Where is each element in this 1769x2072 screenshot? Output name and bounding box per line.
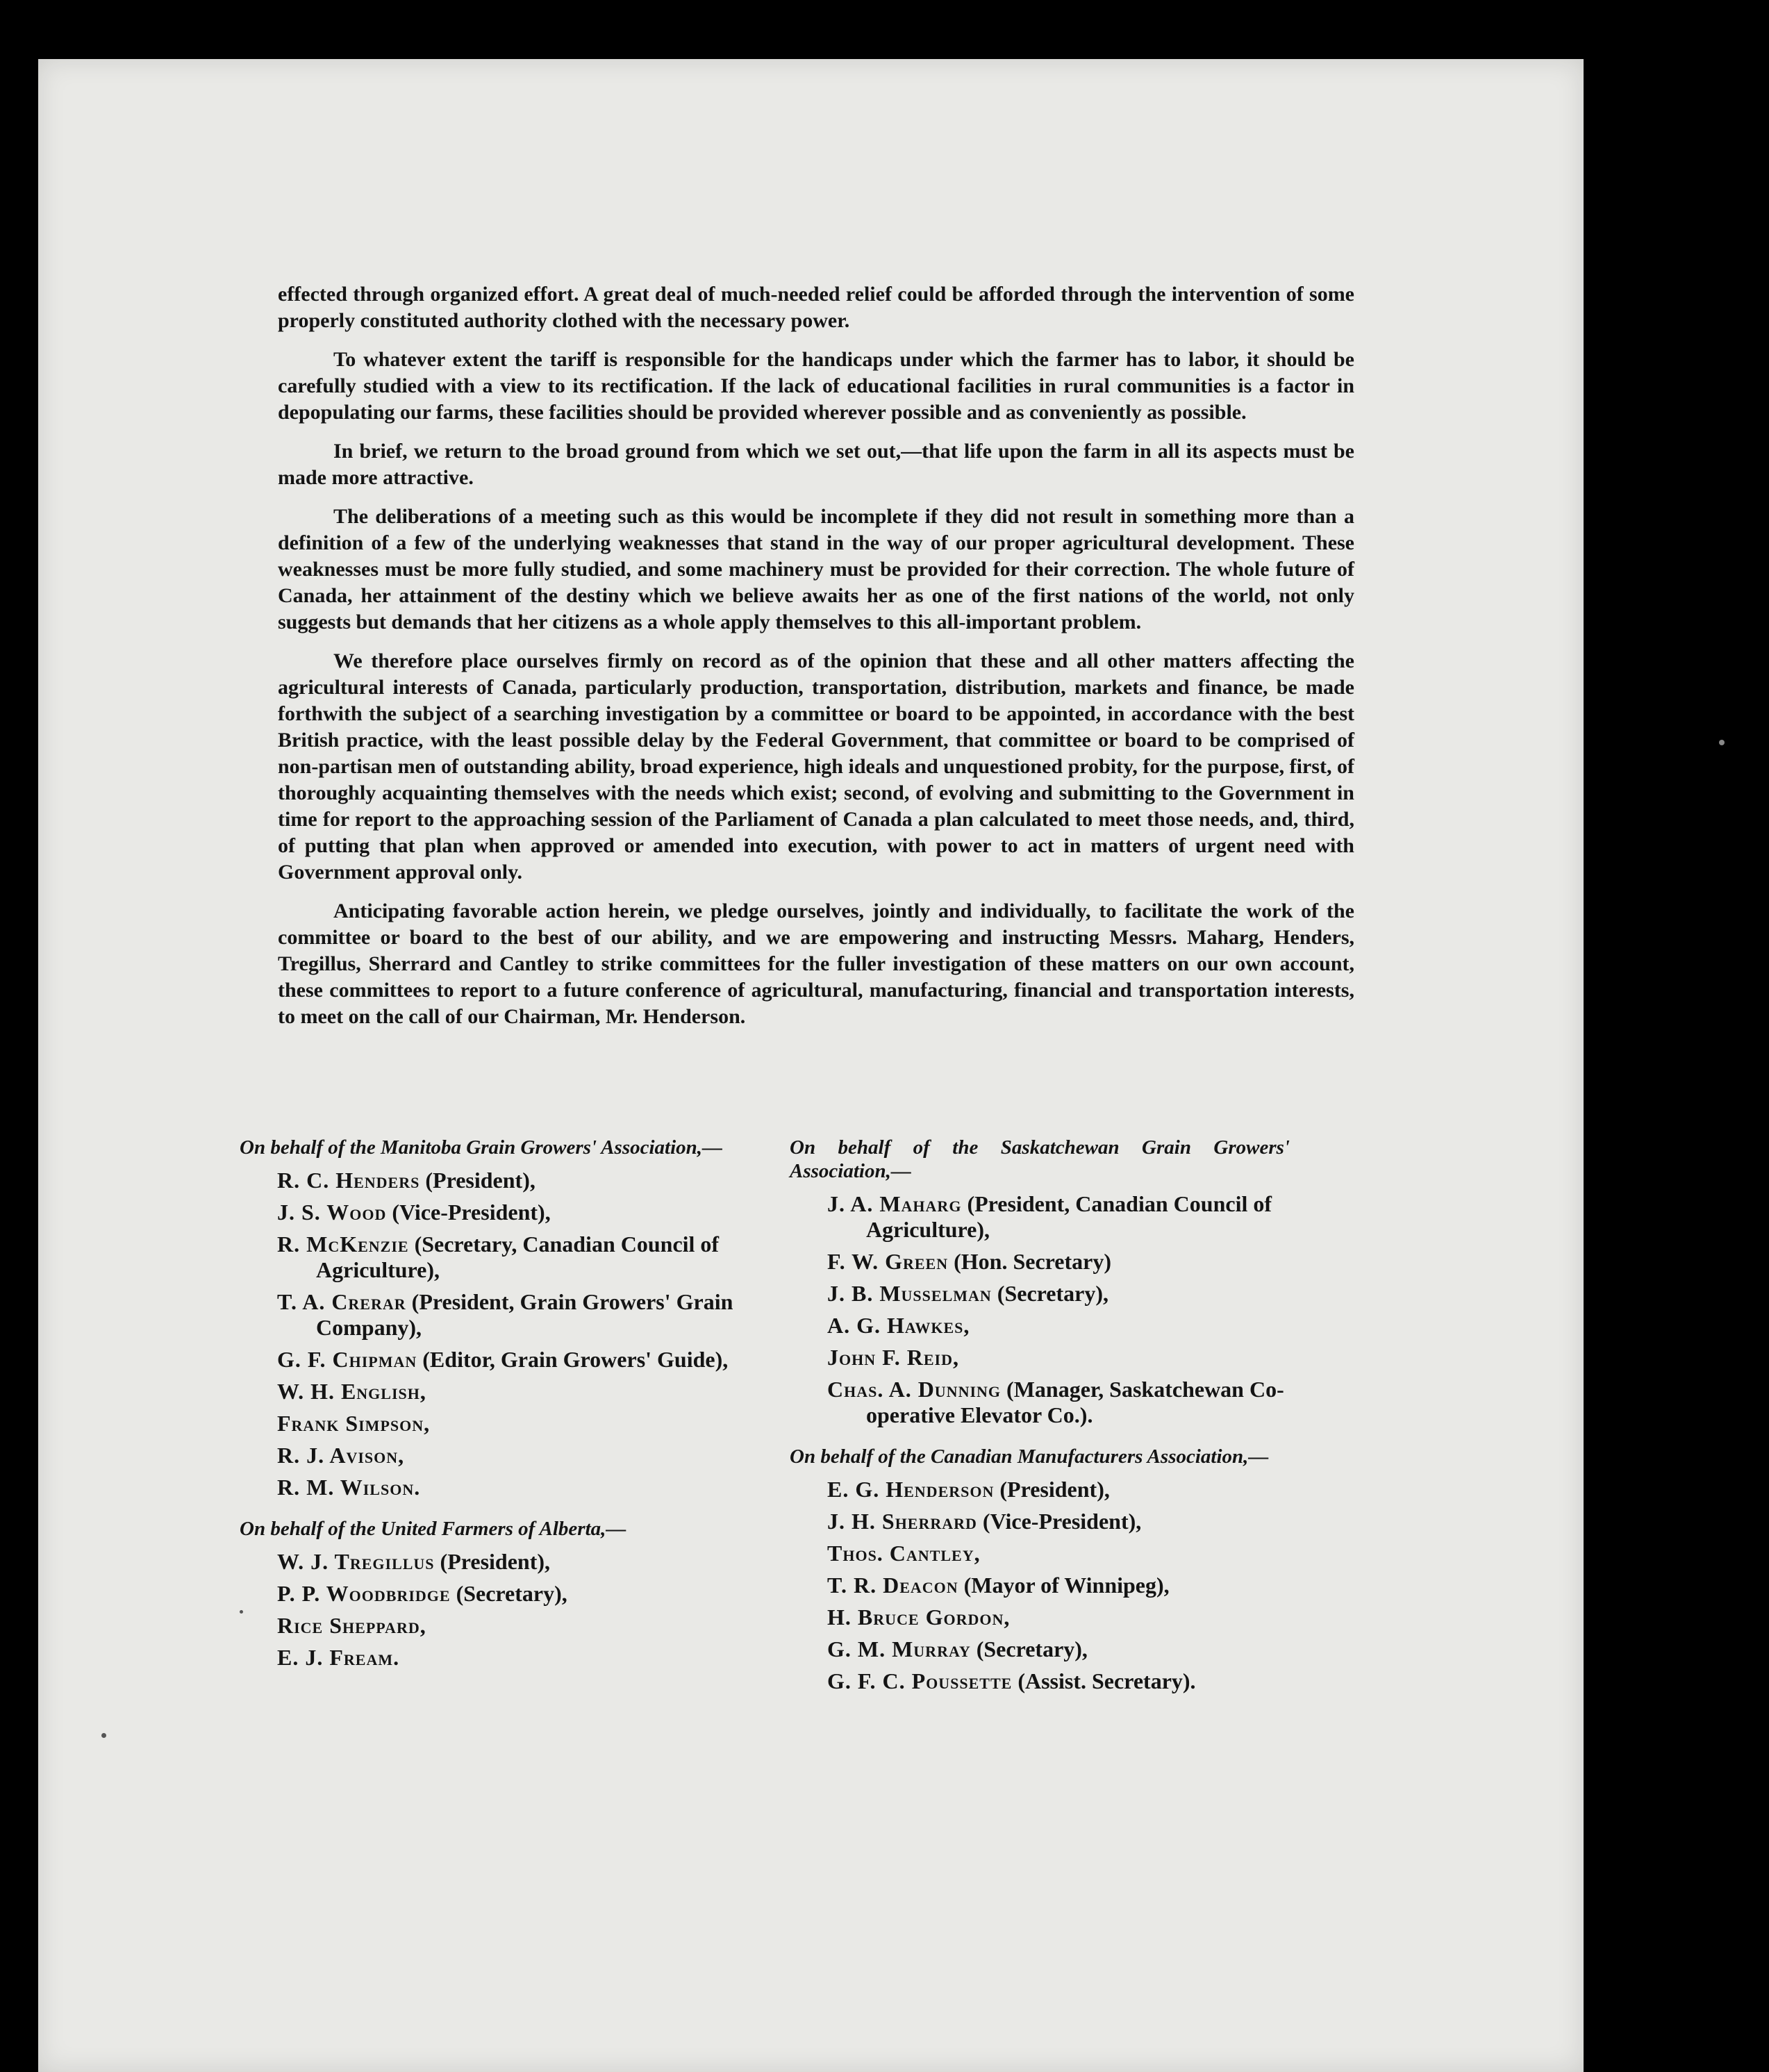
signatory (240, 1232, 740, 1283)
signatory (790, 1345, 1290, 1370)
signatory-name: P. P. Woodbridge (277, 1581, 451, 1606)
signatory-role: (Assist. Secretary). (1018, 1668, 1196, 1693)
signatory-name: Chas. A. Dunning (827, 1377, 1002, 1402)
signatory-role: (Hon. Secretary) (954, 1249, 1111, 1274)
signatory-name: G. M. Murray (827, 1636, 971, 1661)
signatory (240, 1168, 740, 1193)
body-text (278, 281, 1354, 1043)
signatory-name: W. J. Tregillus (277, 1549, 435, 1574)
signatory-name: H. Bruce Gordon, (827, 1605, 1011, 1630)
signatory (240, 1289, 740, 1341)
scan-speck (101, 1733, 106, 1738)
signatory (790, 1509, 1290, 1534)
paragraph: In brief, we return to the broad ground from which we set out,—that life upon the farm in all its aspects must be made more attractive. (278, 440, 1354, 489)
signatory (790, 1668, 1290, 1694)
signatory (790, 1541, 1290, 1566)
signatories-right-column (790, 1136, 1290, 1711)
paragraph: The deliberations of a meeting such as this would be incomplete if they did not result in something more than a definition of a few of the underlying weaknesses that stand in the way of our proper agricultural development. These weaknesses must be more fully studied, and some machinery must be provided for their correction. The whole future of Canada, her attainment of the destiny which we believe awaits her as one of the first nations of the world, not only suggests but demands that her citizens as a whole apply themselves to this all-important problem. (278, 505, 1354, 633)
signatory-name: R. J. Avison, (277, 1443, 405, 1468)
signatory-name: J. B. Musselman (827, 1281, 992, 1306)
signatory-name: R. M. Wilson. (277, 1475, 421, 1500)
signatory (240, 1645, 740, 1671)
signatory (240, 1549, 740, 1575)
signatory (240, 1379, 740, 1404)
signatory-role: (President), (999, 1477, 1110, 1502)
signatory (790, 1313, 1290, 1338)
scan-speck (1719, 740, 1725, 745)
signatory-name: Frank Simpson, (277, 1411, 431, 1436)
signatory (790, 1605, 1290, 1630)
association-heading: On behalf of the Manitoba Grain Growers' Association,— (240, 1136, 723, 1159)
signatories-left-column (240, 1136, 740, 1687)
signatory-group (790, 1445, 1290, 1694)
signatory (240, 1347, 740, 1373)
scan-speck (240, 1610, 243, 1614)
signatory-role: (President), (425, 1168, 535, 1193)
paragraph: To whatever extent the tariff is responsible for the handicaps under which the farmer has to labor, it should be carefully studied with a view to its rectification. If the lack of educational facilities in rural communities is a factor in depopulating our farms, these facilities should be provided wherever possible and as conveniently as possible. (278, 348, 1354, 424)
signatory-name: E. G. Henderson (827, 1477, 995, 1502)
signatory-role: (Vice-President), (392, 1200, 551, 1225)
signatory-name: A. G. Hawkes, (827, 1313, 970, 1338)
document-page (38, 59, 1584, 2072)
signatory-group (790, 1136, 1290, 1428)
signatory (240, 1411, 740, 1436)
signatory-name: G. F. Chipman (277, 1347, 417, 1372)
signatory (790, 1636, 1290, 1662)
paragraph: Anticipating favorable action herein, we pledge ourselves, jointly and individually, to facilitate the work of the committee or board to the best of our ability, and we are empowering and instructing Messrs. Maharg, Henders, Tregillus, Sherrard and Cantley to strike committees for the fuller investigation of these matters on our own account, these committees to report to a future conference of agricultural, manufacturing, financial and transportation interests, to meet on the call of our Chairman, Mr. Henderson. (278, 900, 1354, 1028)
signatory-name: J. A. Maharg (827, 1191, 962, 1216)
signatory-role: (President), (440, 1549, 551, 1574)
signatory-name: W. H. English, (277, 1379, 426, 1404)
signatory-name: R. C. Henders (277, 1168, 420, 1193)
signatory (790, 1377, 1290, 1428)
signatory-role: (Secretary), (997, 1281, 1108, 1306)
association-heading: On behalf of the United Farmers of Alberta,— (240, 1518, 626, 1540)
signatory-name: G. F. C. Poussette (827, 1668, 1013, 1693)
signatory-name: John F. Reid, (827, 1345, 959, 1370)
signatory-name: J. H. Sherrard (827, 1509, 977, 1534)
signatory (790, 1281, 1290, 1307)
signatory (790, 1191, 1290, 1243)
signatory (790, 1477, 1290, 1502)
signatory-name: Thos. Cantley, (827, 1541, 981, 1566)
signatory-role: (Vice-President), (982, 1509, 1142, 1534)
signatory-role: (Secretary), (976, 1636, 1088, 1661)
signatory-name: T. R. Deacon (827, 1573, 958, 1598)
signatory-role: (President, Grain Growers' Grain Company), (316, 1289, 733, 1340)
signatory (240, 1475, 740, 1500)
signatory-role: (Manager, Saskatchewan Co-operative Elevator Co.). (866, 1377, 1284, 1427)
signatory-role: (President, Canadian Council of Agriculture), (866, 1191, 1272, 1242)
signatory (790, 1573, 1290, 1598)
signatory-name: E. J. Fream. (277, 1645, 400, 1670)
signatory-name: J. S. Wood (277, 1200, 387, 1225)
paragraph: We therefore place ourselves firmly on record as of the opinion that these and all other matters affecting the agricultural interests of Canada, particularly production, transportation, distribution, markets and finance, be made forthwith the subject of a searching investigation by a committee or board to be appointed, in accordance with the best British practice, with the least possible delay by the Federal Government, that committee or board to be comprised of non-partisan men of outstanding ability, broad experience, high ideals and unquestioned probity, for the purpose, first, of thoroughly acquainting themselves with the needs which exist; second, of evolving and submitting to the Government in time for report to the approaching session of the Parliament of Canada a plan calculated to meet those needs, and, third, of putting that plan when approved or amended into execution, with power to act in matters of urgent need with Government approval only. (278, 649, 1354, 884)
signatory-name: R. McKenzie (277, 1232, 409, 1257)
association-heading: On behalf of the Canadian Manufacturers Association,— (790, 1445, 1269, 1468)
signatory (240, 1200, 740, 1225)
signatory-name: T. A. Crerar (277, 1289, 406, 1314)
signatory-role: (Secretary, Canadian Council of Agriculture), (316, 1232, 720, 1282)
signatory (240, 1581, 740, 1607)
signatory (790, 1249, 1290, 1275)
signatory-role: (Mayor of Winnipeg), (963, 1573, 1170, 1598)
paragraph: effected through organized effort. A great deal of much-needed relief could be afforded through the intervention of some properly constituted authority clothed with the necessary power. (278, 283, 1354, 332)
association-heading: On behalf of the Saskatchewan Grain Growers' Association,— (790, 1136, 1290, 1182)
signatory-name: Rice Sheppard, (277, 1613, 426, 1638)
signatory-group (240, 1136, 740, 1500)
signatory-group (240, 1517, 740, 1671)
signatory-name: F. W. Green (827, 1249, 949, 1274)
signatory (240, 1613, 740, 1639)
signatory-role: (Secretary), (456, 1581, 567, 1606)
signatory (240, 1443, 740, 1468)
signatory-role: (Editor, Grain Growers' Guide), (422, 1347, 729, 1372)
